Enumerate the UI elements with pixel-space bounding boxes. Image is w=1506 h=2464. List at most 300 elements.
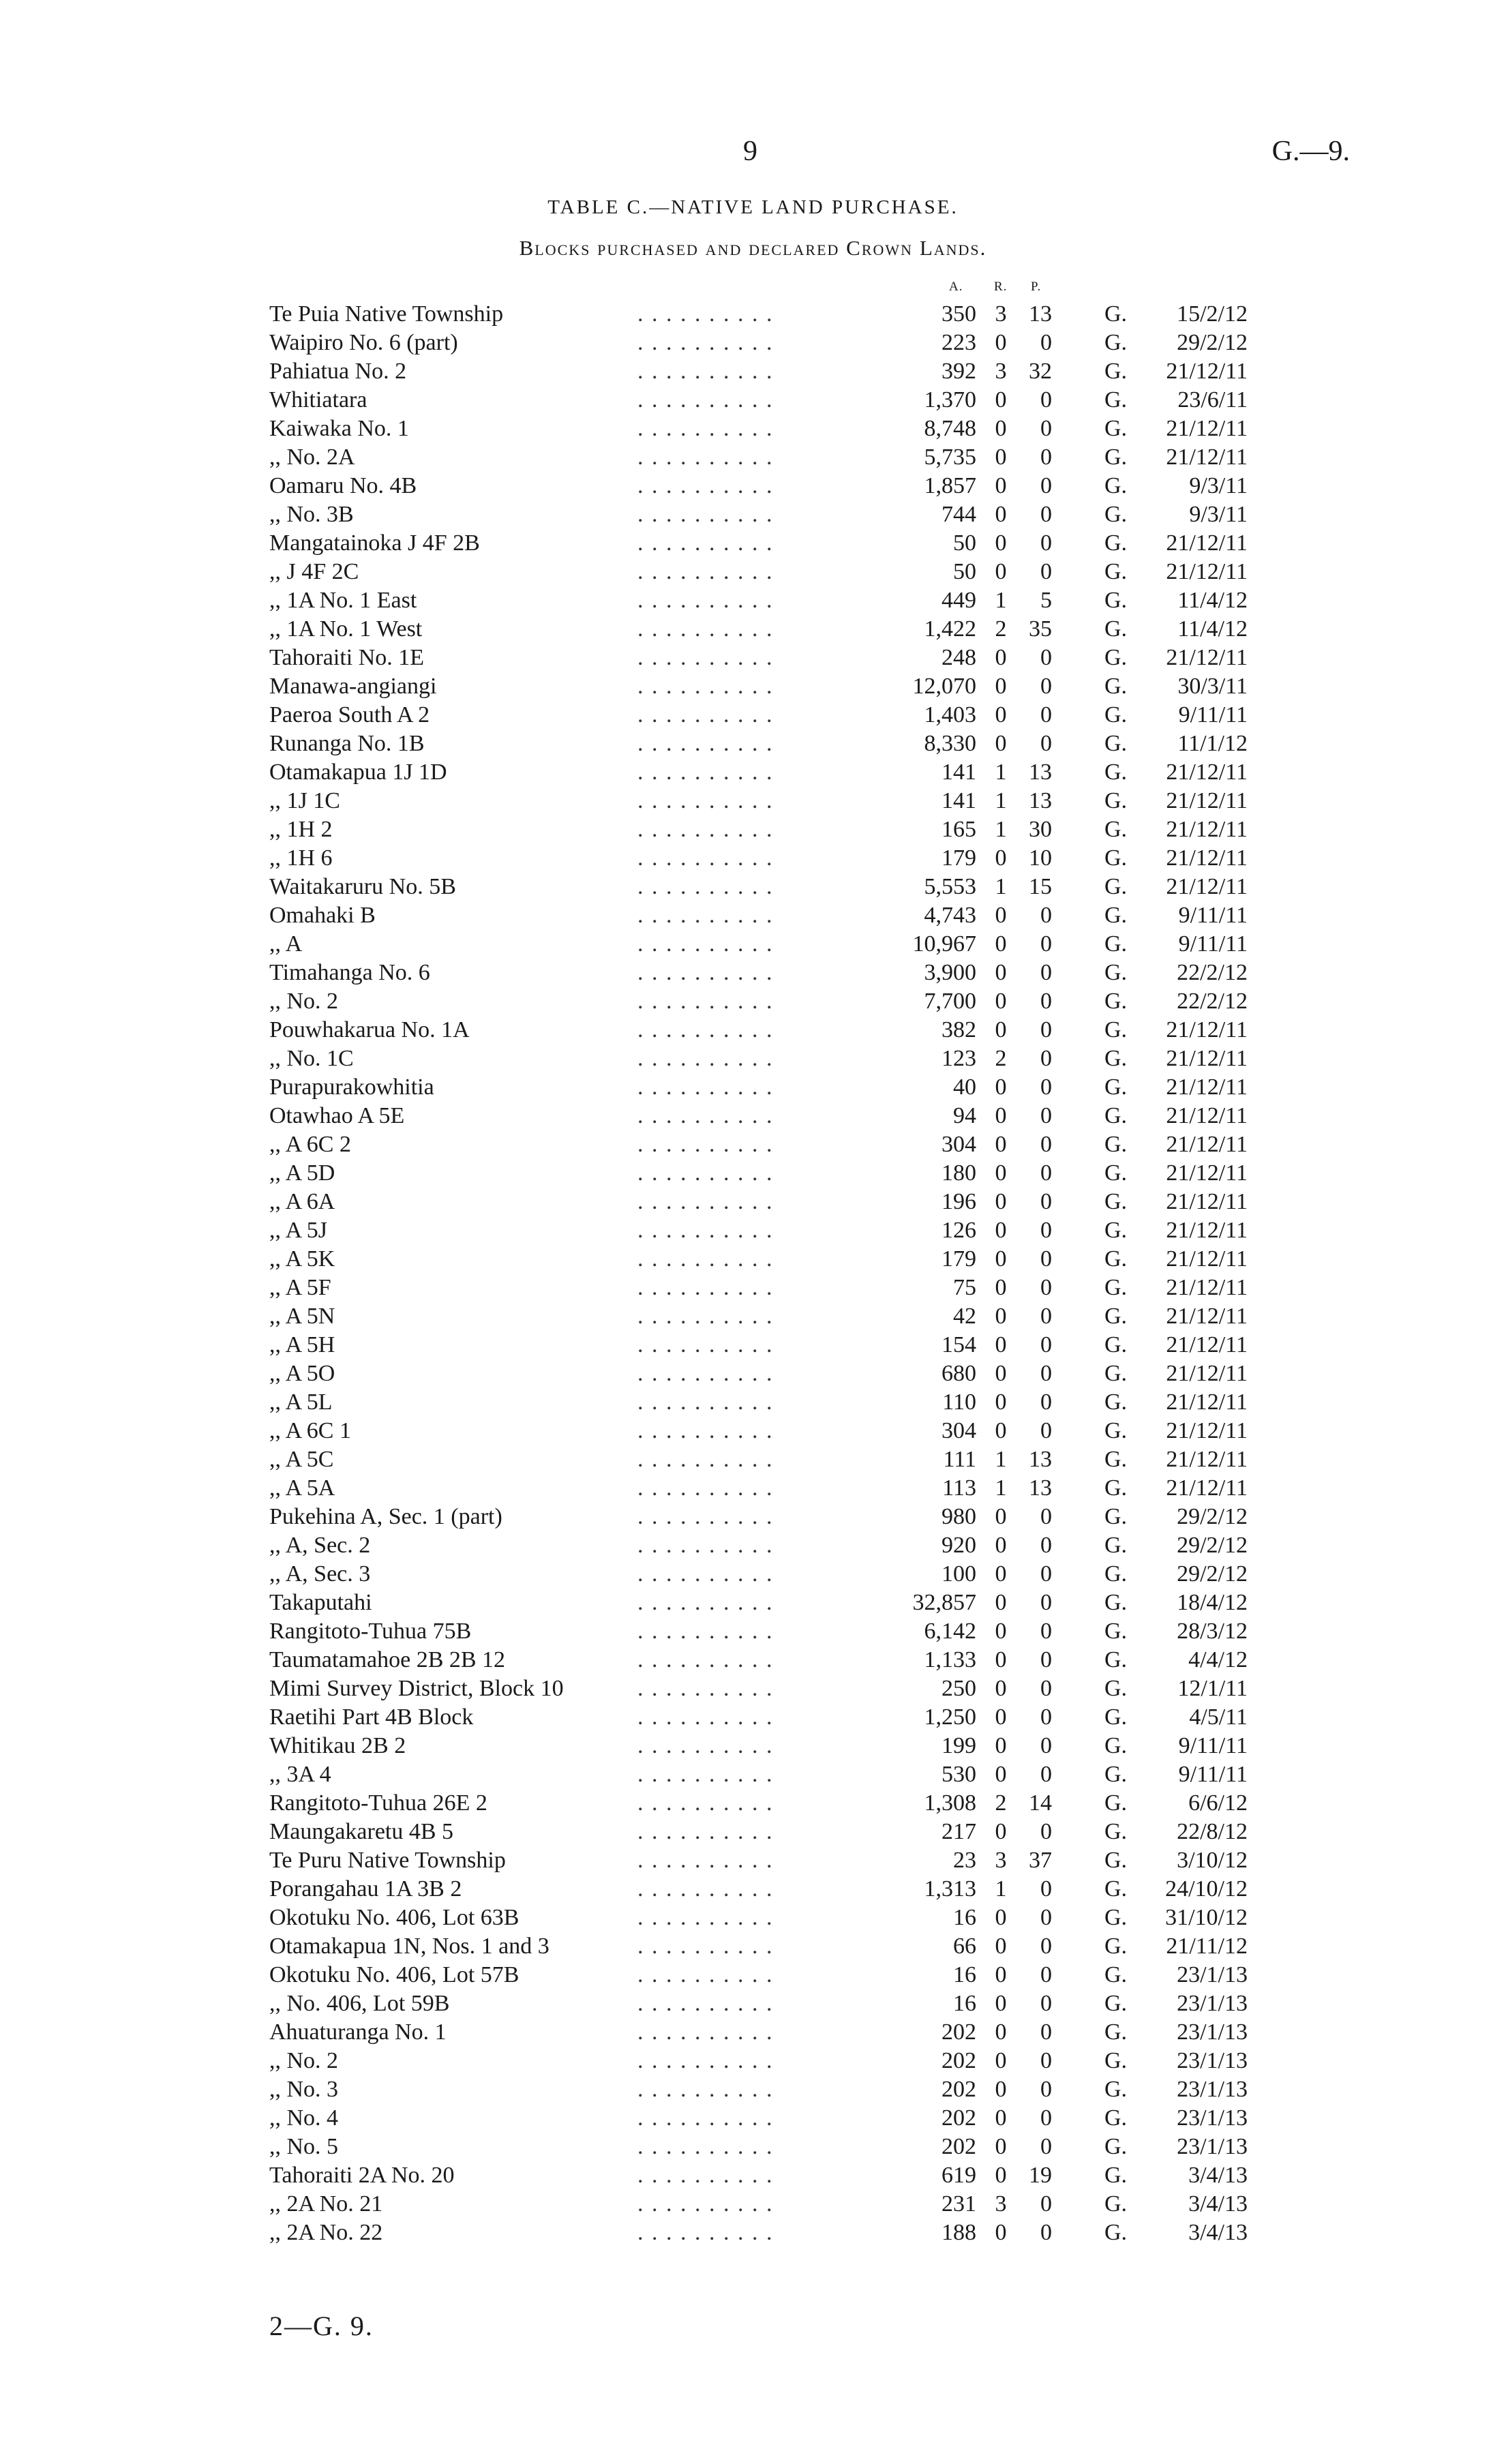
acres-value: 744 (942, 502, 976, 527)
gazette-date: 21/12/11 (1166, 359, 1248, 384)
acres-value: 1,422 (924, 616, 976, 642)
block-name: ,, A 5A (269, 1475, 335, 1501)
perches-value: 19 (1029, 2163, 1052, 2188)
perches-value: 35 (1029, 616, 1052, 642)
gazette-date: 9/11/11 (1178, 931, 1248, 957)
perches-value: 0 (1040, 989, 1052, 1014)
gazette-date: 15/2/12 (1177, 301, 1248, 327)
dot-leader: . . . . . . . . . . (637, 502, 774, 527)
perches-value: 0 (1040, 1676, 1052, 1701)
block-name: Porangahau 1A 3B 2 (269, 1876, 462, 1902)
acres-value: 113 (942, 1475, 976, 1501)
dot-leader: . . . . . . . . . . (637, 1934, 774, 1959)
gazette-date: 21/12/11 (1166, 1332, 1248, 1357)
acres-value: 111 (943, 1447, 976, 1472)
acres-value: 530 (942, 1762, 976, 1787)
table-row (0, 1932, 1506, 1961)
acres-value: 1,313 (924, 1876, 976, 1902)
gazette-date: 23/1/13 (1177, 1962, 1248, 1987)
perches-value: 13 (1029, 1447, 1052, 1472)
gazette-ref: G. (1104, 530, 1128, 556)
acres-value: 126 (942, 1218, 976, 1243)
table-row (0, 701, 1506, 730)
gazette-ref: G. (1104, 387, 1128, 412)
roods-value: 2 (995, 1046, 1007, 1071)
acres-value: 94 (953, 1103, 976, 1128)
table-row (0, 1989, 1506, 2018)
gazette-ref: G. (1104, 1447, 1128, 1472)
acres-value: 110 (942, 1389, 976, 1415)
gazette-ref: G. (1104, 359, 1128, 384)
gazette-ref: G. (1104, 1103, 1128, 1128)
perches-value: 0 (1040, 1275, 1052, 1300)
gazette-ref: G. (1104, 817, 1128, 842)
dot-leader: . . . . . . . . . . (637, 1561, 774, 1587)
block-name: ,, A 6C 2 (269, 1132, 351, 1157)
gazette-ref: G. (1104, 1590, 1128, 1615)
table-row (0, 730, 1506, 758)
dot-leader: . . . . . . . . . . (637, 731, 774, 756)
gazette-date: 24/10/12 (1165, 1876, 1248, 1902)
acres-value: 42 (953, 1304, 976, 1329)
dot-leader: . . . . . . . . . . (637, 2191, 774, 2217)
block-name: ,, A 5J (269, 1218, 328, 1243)
perches-value: 0 (1040, 702, 1052, 727)
block-name: ,, No. 1C (269, 1046, 354, 1071)
table-row (0, 1703, 1506, 1732)
block-name: ,, No. 2A (269, 445, 355, 470)
page-reference: G.—9. (1271, 136, 1350, 167)
perches-value: 14 (1029, 1790, 1052, 1816)
dot-leader: . . . . . . . . . . (637, 817, 774, 842)
gazette-ref: G. (1104, 903, 1128, 928)
gazette-ref: G. (1104, 301, 1128, 327)
dot-leader: . . . . . . . . . . (637, 1504, 774, 1529)
gazette-ref: G. (1104, 2163, 1128, 2188)
roods-value: 0 (995, 2048, 1007, 2073)
perches-value: 0 (1040, 559, 1052, 584)
acres-value: 16 (953, 1962, 976, 1987)
dot-leader: . . . . . . . . . . (637, 903, 774, 928)
perches-value: 0 (1040, 674, 1052, 699)
gazette-ref: G. (1104, 1533, 1128, 1558)
gazette-date: 9/11/11 (1178, 1733, 1248, 1758)
perches-value: 5 (1040, 588, 1052, 613)
roods-value: 0 (995, 845, 1007, 871)
dot-leader: . . . . . . . . . . (637, 2019, 774, 2045)
perches-value: 0 (1040, 931, 1052, 957)
block-name: ,, A, Sec. 3 (269, 1561, 371, 1587)
roods-value: 2 (995, 1790, 1007, 1816)
gazette-ref: G. (1104, 1790, 1128, 1816)
roods-value: 0 (995, 1304, 1007, 1329)
acres-value: 5,553 (924, 874, 976, 899)
acres-value: 202 (942, 2048, 976, 2073)
gazette-date: 21/12/11 (1166, 1418, 1248, 1443)
roods-value: 0 (995, 903, 1007, 928)
perches-value: 15 (1029, 874, 1052, 899)
dot-leader: . . . . . . . . . . (637, 2163, 774, 2188)
gazette-date: 9/3/11 (1189, 502, 1248, 527)
gazette-ref: G. (1104, 1275, 1128, 1300)
roods-value: 0 (995, 1762, 1007, 1787)
roods-value: 0 (995, 1160, 1007, 1186)
perches-value: 13 (1029, 1475, 1052, 1501)
dot-leader: . . . . . . . . . . (637, 301, 774, 327)
block-name: Mimi Survey District, Block 10 (269, 1676, 564, 1701)
table-row (0, 1359, 1506, 1388)
roods-value: 0 (995, 445, 1007, 470)
gazette-date: 21/12/11 (1166, 1218, 1248, 1243)
perches-value: 0 (1040, 2191, 1052, 2217)
table-row (0, 758, 1506, 787)
table-subtitle: Blocks purchased and declared Crown Lands. (519, 236, 987, 260)
roods-value: 0 (995, 1905, 1007, 1930)
acres-value: 382 (942, 1017, 976, 1042)
block-name: Pukehina A, Sec. 1 (part) (269, 1504, 502, 1529)
acres-value: 23 (953, 1848, 976, 1873)
footer-signature: 2—G. 9. (269, 2311, 374, 2341)
block-name: Otamakapua 1J 1D (269, 760, 447, 785)
dot-leader: . . . . . . . . . . (637, 1733, 774, 1758)
dot-leader: . . . . . . . . . . (637, 1418, 774, 1443)
roods-value: 0 (995, 2134, 1007, 2159)
perches-value: 0 (1040, 416, 1052, 441)
perches-value: 10 (1029, 845, 1052, 871)
roods-value: 1 (995, 1475, 1007, 1501)
block-name: Otawhao A 5E (269, 1103, 405, 1128)
table-row (0, 2161, 1506, 2190)
block-name: Rangitoto-Tuhua 26E 2 (269, 1790, 487, 1816)
acres-value: 6,142 (924, 1619, 976, 1644)
perches-value: 0 (1040, 903, 1052, 928)
roods-value: 1 (995, 817, 1007, 842)
table-row (0, 1245, 1506, 1274)
acres-value: 7,700 (924, 989, 976, 1014)
roods-value: 0 (995, 731, 1007, 756)
perches-value: 0 (1040, 1991, 1052, 2016)
block-name: Ahuaturanga No. 1 (269, 2019, 447, 2045)
table-row (0, 1732, 1506, 1760)
block-name: Omahaki B (269, 903, 376, 928)
roods-value: 0 (995, 931, 1007, 957)
roods-value: 0 (995, 1017, 1007, 1042)
perches-value: 0 (1040, 2134, 1052, 2159)
block-name: Purapurakowhitia (269, 1075, 434, 1100)
roods-value: 0 (995, 387, 1007, 412)
gazette-date: 21/12/11 (1166, 1246, 1248, 1272)
dot-leader: . . . . . . . . . . (637, 1876, 774, 1902)
table-row (0, 1102, 1506, 1130)
gazette-date: 3/4/13 (1188, 2220, 1248, 2245)
perches-value: 13 (1029, 760, 1052, 785)
dot-leader: . . . . . . . . . . (637, 330, 774, 355)
gazette-date: 11/1/12 (1177, 731, 1248, 756)
gazette-date: 21/12/11 (1166, 1275, 1248, 1300)
perches-value: 0 (1040, 1389, 1052, 1415)
acres-value: 202 (942, 2134, 976, 2159)
block-name: ,, No. 4 (269, 2105, 339, 2131)
block-name: Maungakaretu 4B 5 (269, 1819, 454, 1844)
block-name: ,, 1A No. 1 East (269, 588, 417, 613)
roods-value: 0 (995, 1189, 1007, 1214)
block-name: ,, No. 2 (269, 989, 339, 1014)
table-row (0, 1560, 1506, 1589)
table-row (0, 644, 1506, 672)
block-name: ,, 3A 4 (269, 1762, 331, 1787)
dot-leader: . . . . . . . . . . (637, 788, 774, 813)
block-name: Runanga No. 1B (269, 731, 425, 756)
block-name: ,, A 5N (269, 1304, 335, 1329)
gazette-date: 21/12/11 (1166, 1189, 1248, 1214)
perches-value: 37 (1029, 1848, 1052, 1873)
gazette-date: 30/3/11 (1177, 674, 1248, 699)
acres-value: 50 (953, 530, 976, 556)
roods-value: 0 (995, 1676, 1007, 1701)
table-row (0, 1417, 1506, 1445)
dot-leader: . . . . . . . . . . (637, 1075, 774, 1100)
gazette-ref: G. (1104, 874, 1128, 899)
block-name: ,, A (269, 931, 303, 957)
acres-value: 12,070 (912, 674, 976, 699)
roods-value: 1 (995, 588, 1007, 613)
table-row (0, 1904, 1506, 1932)
block-name: ,, A 6C 1 (269, 1418, 351, 1443)
gazette-date: 22/8/12 (1177, 1819, 1248, 1844)
table-row (0, 815, 1506, 844)
perches-value: 13 (1029, 788, 1052, 813)
dot-leader: . . . . . . . . . . (637, 1361, 774, 1386)
roods-value: 0 (995, 530, 1007, 556)
acres-value: 180 (942, 1160, 976, 1186)
roods-value: 0 (995, 1075, 1007, 1100)
roods-value: 3 (995, 301, 1007, 327)
roods-value: 2 (995, 616, 1007, 642)
dot-leader: . . . . . . . . . . (637, 1046, 774, 1071)
dot-leader: . . . . . . . . . . (637, 1275, 774, 1300)
roods-value: 0 (995, 1103, 1007, 1128)
gazette-date: 21/12/11 (1166, 416, 1248, 441)
acres-value: 50 (953, 559, 976, 584)
gazette-ref: G. (1104, 702, 1128, 727)
dot-leader: . . . . . . . . . . (637, 1017, 774, 1042)
acres-value: 4,743 (924, 903, 976, 928)
table-row (0, 1674, 1506, 1703)
table-row (0, 1846, 1506, 1875)
dot-leader: . . . . . . . . . . (637, 1218, 774, 1243)
block-name: ,, No. 3 (269, 2077, 339, 2102)
perches-value: 13 (1029, 301, 1052, 327)
roods-value: 0 (995, 1275, 1007, 1300)
gazette-ref: G. (1104, 2191, 1128, 2217)
acres-value: 8,330 (924, 731, 976, 756)
table-row (0, 1617, 1506, 1646)
roods-value: 0 (995, 416, 1007, 441)
gazette-date: 4/4/12 (1188, 1647, 1248, 1672)
unit-header-perches: P. (1031, 280, 1042, 294)
perches-value: 0 (1040, 1590, 1052, 1615)
perches-value: 0 (1040, 1819, 1052, 1844)
table-row (0, 300, 1506, 329)
acres-value: 66 (953, 1934, 976, 1959)
table-row (0, 1818, 1506, 1846)
gazette-date: 21/12/11 (1166, 645, 1248, 670)
gazette-date: 11/4/12 (1177, 588, 1248, 613)
perches-value: 0 (1040, 1160, 1052, 1186)
perches-value: 0 (1040, 1046, 1052, 1071)
gazette-ref: G. (1104, 1132, 1128, 1157)
perches-value: 0 (1040, 1075, 1052, 1100)
dot-leader: . . . . . . . . . . (637, 1704, 774, 1730)
dot-leader: . . . . . . . . . . (637, 1647, 774, 1672)
roods-value: 0 (995, 1819, 1007, 1844)
perches-value: 0 (1040, 1704, 1052, 1730)
gazette-date: 21/11/12 (1166, 1934, 1248, 1959)
acres-value: 920 (942, 1533, 976, 1558)
acres-value: 619 (942, 2163, 976, 2188)
gazette-date: 9/11/11 (1178, 702, 1248, 727)
gazette-date: 12/1/11 (1177, 1676, 1248, 1701)
table-row (0, 443, 1506, 472)
roods-value: 0 (995, 2220, 1007, 2245)
table-row (0, 1388, 1506, 1417)
dot-leader: . . . . . . . . . . (637, 1533, 774, 1558)
table-row (0, 1045, 1506, 1073)
table-row (0, 959, 1506, 987)
block-name: ,, J 4F 2C (269, 559, 359, 584)
gazette-date: 31/10/12 (1165, 1905, 1248, 1930)
dot-leader: . . . . . . . . . . (637, 2077, 774, 2102)
gazette-ref: G. (1104, 1160, 1128, 1186)
gazette-ref: G. (1104, 1475, 1128, 1501)
block-name: ,, No. 3B (269, 502, 354, 527)
table-row (0, 787, 1506, 815)
gazette-ref: G. (1104, 1676, 1128, 1701)
table-row (0, 1531, 1506, 1560)
block-name: Taumatamahoe 2B 2B 12 (269, 1647, 506, 1672)
dot-leader: . . . . . . . . . . (637, 960, 774, 985)
acres-value: 40 (953, 1075, 976, 1100)
roods-value: 1 (995, 788, 1007, 813)
table-row (0, 357, 1506, 386)
perches-value: 0 (1040, 1218, 1052, 1243)
perches-value: 0 (1040, 2105, 1052, 2131)
gazette-date: 21/12/11 (1166, 874, 1248, 899)
gazette-date: 21/12/11 (1166, 445, 1248, 470)
perches-value: 0 (1040, 2220, 1052, 2245)
gazette-ref: G. (1104, 330, 1128, 355)
perches-value: 0 (1040, 645, 1052, 670)
perches-value: 0 (1040, 330, 1052, 355)
gazette-ref: G. (1104, 559, 1128, 584)
table-row (0, 1961, 1506, 1989)
table-row (0, 2047, 1506, 2075)
gazette-ref: G. (1104, 1361, 1128, 1386)
acres-value: 8,748 (924, 416, 976, 441)
block-name: Te Puru Native Township (269, 1848, 506, 1873)
acres-value: 32,857 (912, 1590, 976, 1615)
gazette-date: 29/2/12 (1177, 330, 1248, 355)
gazette-ref: G. (1104, 1075, 1128, 1100)
perches-value: 30 (1029, 817, 1052, 842)
table-row (0, 529, 1506, 558)
acres-value: 10,967 (912, 931, 976, 957)
gazette-date: 21/12/11 (1166, 1132, 1248, 1157)
block-name: Rangitoto-Tuhua 75B (269, 1619, 472, 1644)
block-name: Waitakaruru No. 5B (269, 874, 456, 899)
table-row (0, 1445, 1506, 1474)
gazette-ref: G. (1104, 1905, 1128, 1930)
block-name: ,, 1A No. 1 West (269, 616, 423, 642)
gazette-ref: G. (1104, 931, 1128, 957)
roods-value: 0 (995, 1962, 1007, 1987)
gazette-ref: G. (1104, 2019, 1128, 2045)
roods-value: 0 (995, 960, 1007, 985)
perches-value: 0 (1040, 960, 1052, 985)
roods-value: 0 (995, 2163, 1007, 2188)
acres-value: 980 (942, 1504, 976, 1529)
table-row (0, 2075, 1506, 2104)
block-name: ,, A 5K (269, 1246, 335, 1272)
roods-value: 0 (995, 1704, 1007, 1730)
gazette-date: 29/2/12 (1177, 1561, 1248, 1587)
unit-header-roods: R. (994, 280, 1008, 294)
dot-leader: . . . . . . . . . . (637, 1905, 774, 1930)
perches-value: 0 (1040, 1418, 1052, 1443)
gazette-ref: G. (1104, 2220, 1128, 2245)
dot-leader: . . . . . . . . . . (637, 845, 774, 871)
dot-leader: . . . . . . . . . . (637, 1676, 774, 1701)
roods-value: 0 (995, 473, 1007, 498)
roods-value: 0 (995, 1533, 1007, 1558)
table-row (0, 558, 1506, 586)
roods-value: 0 (995, 674, 1007, 699)
perches-value: 0 (1040, 1876, 1052, 1902)
gazette-date: 23/1/13 (1177, 2019, 1248, 2045)
gazette-date: 23/1/13 (1177, 2105, 1248, 2131)
dot-leader: . . . . . . . . . . (637, 616, 774, 642)
block-name: ,, 1J 1C (269, 788, 340, 813)
perches-value: 0 (1040, 1132, 1052, 1157)
block-name: Pahiatua No. 2 (269, 359, 407, 384)
table-row (0, 586, 1506, 615)
roods-value: 0 (995, 1389, 1007, 1415)
gazette-ref: G. (1104, 502, 1128, 527)
gazette-date: 18/4/12 (1177, 1590, 1248, 1615)
gazette-ref: G. (1104, 2048, 1128, 2073)
gazette-ref: G. (1104, 1304, 1128, 1329)
dot-leader: . . . . . . . . . . (637, 645, 774, 670)
perches-value: 0 (1040, 1103, 1052, 1128)
block-name: ,, A 5H (269, 1332, 335, 1357)
gazette-date: 21/12/11 (1166, 1075, 1248, 1100)
perches-value: 32 (1029, 359, 1052, 384)
acres-value: 100 (942, 1561, 976, 1587)
block-name: ,, No. 2 (269, 2048, 339, 2073)
gazette-ref: G. (1104, 1819, 1128, 1844)
gazette-date: 9/11/11 (1178, 1762, 1248, 1787)
gazette-ref: G. (1104, 588, 1128, 613)
table-row (0, 2104, 1506, 2133)
table-row (0, 1274, 1506, 1302)
acres-value: 202 (942, 2077, 976, 2102)
roods-value: 0 (995, 1218, 1007, 1243)
gazette-date: 21/12/11 (1166, 1447, 1248, 1472)
table-row (0, 1159, 1506, 1188)
acres-value: 1,308 (924, 1790, 976, 1816)
perches-value: 0 (1040, 2077, 1052, 2102)
table-row (0, 415, 1506, 443)
